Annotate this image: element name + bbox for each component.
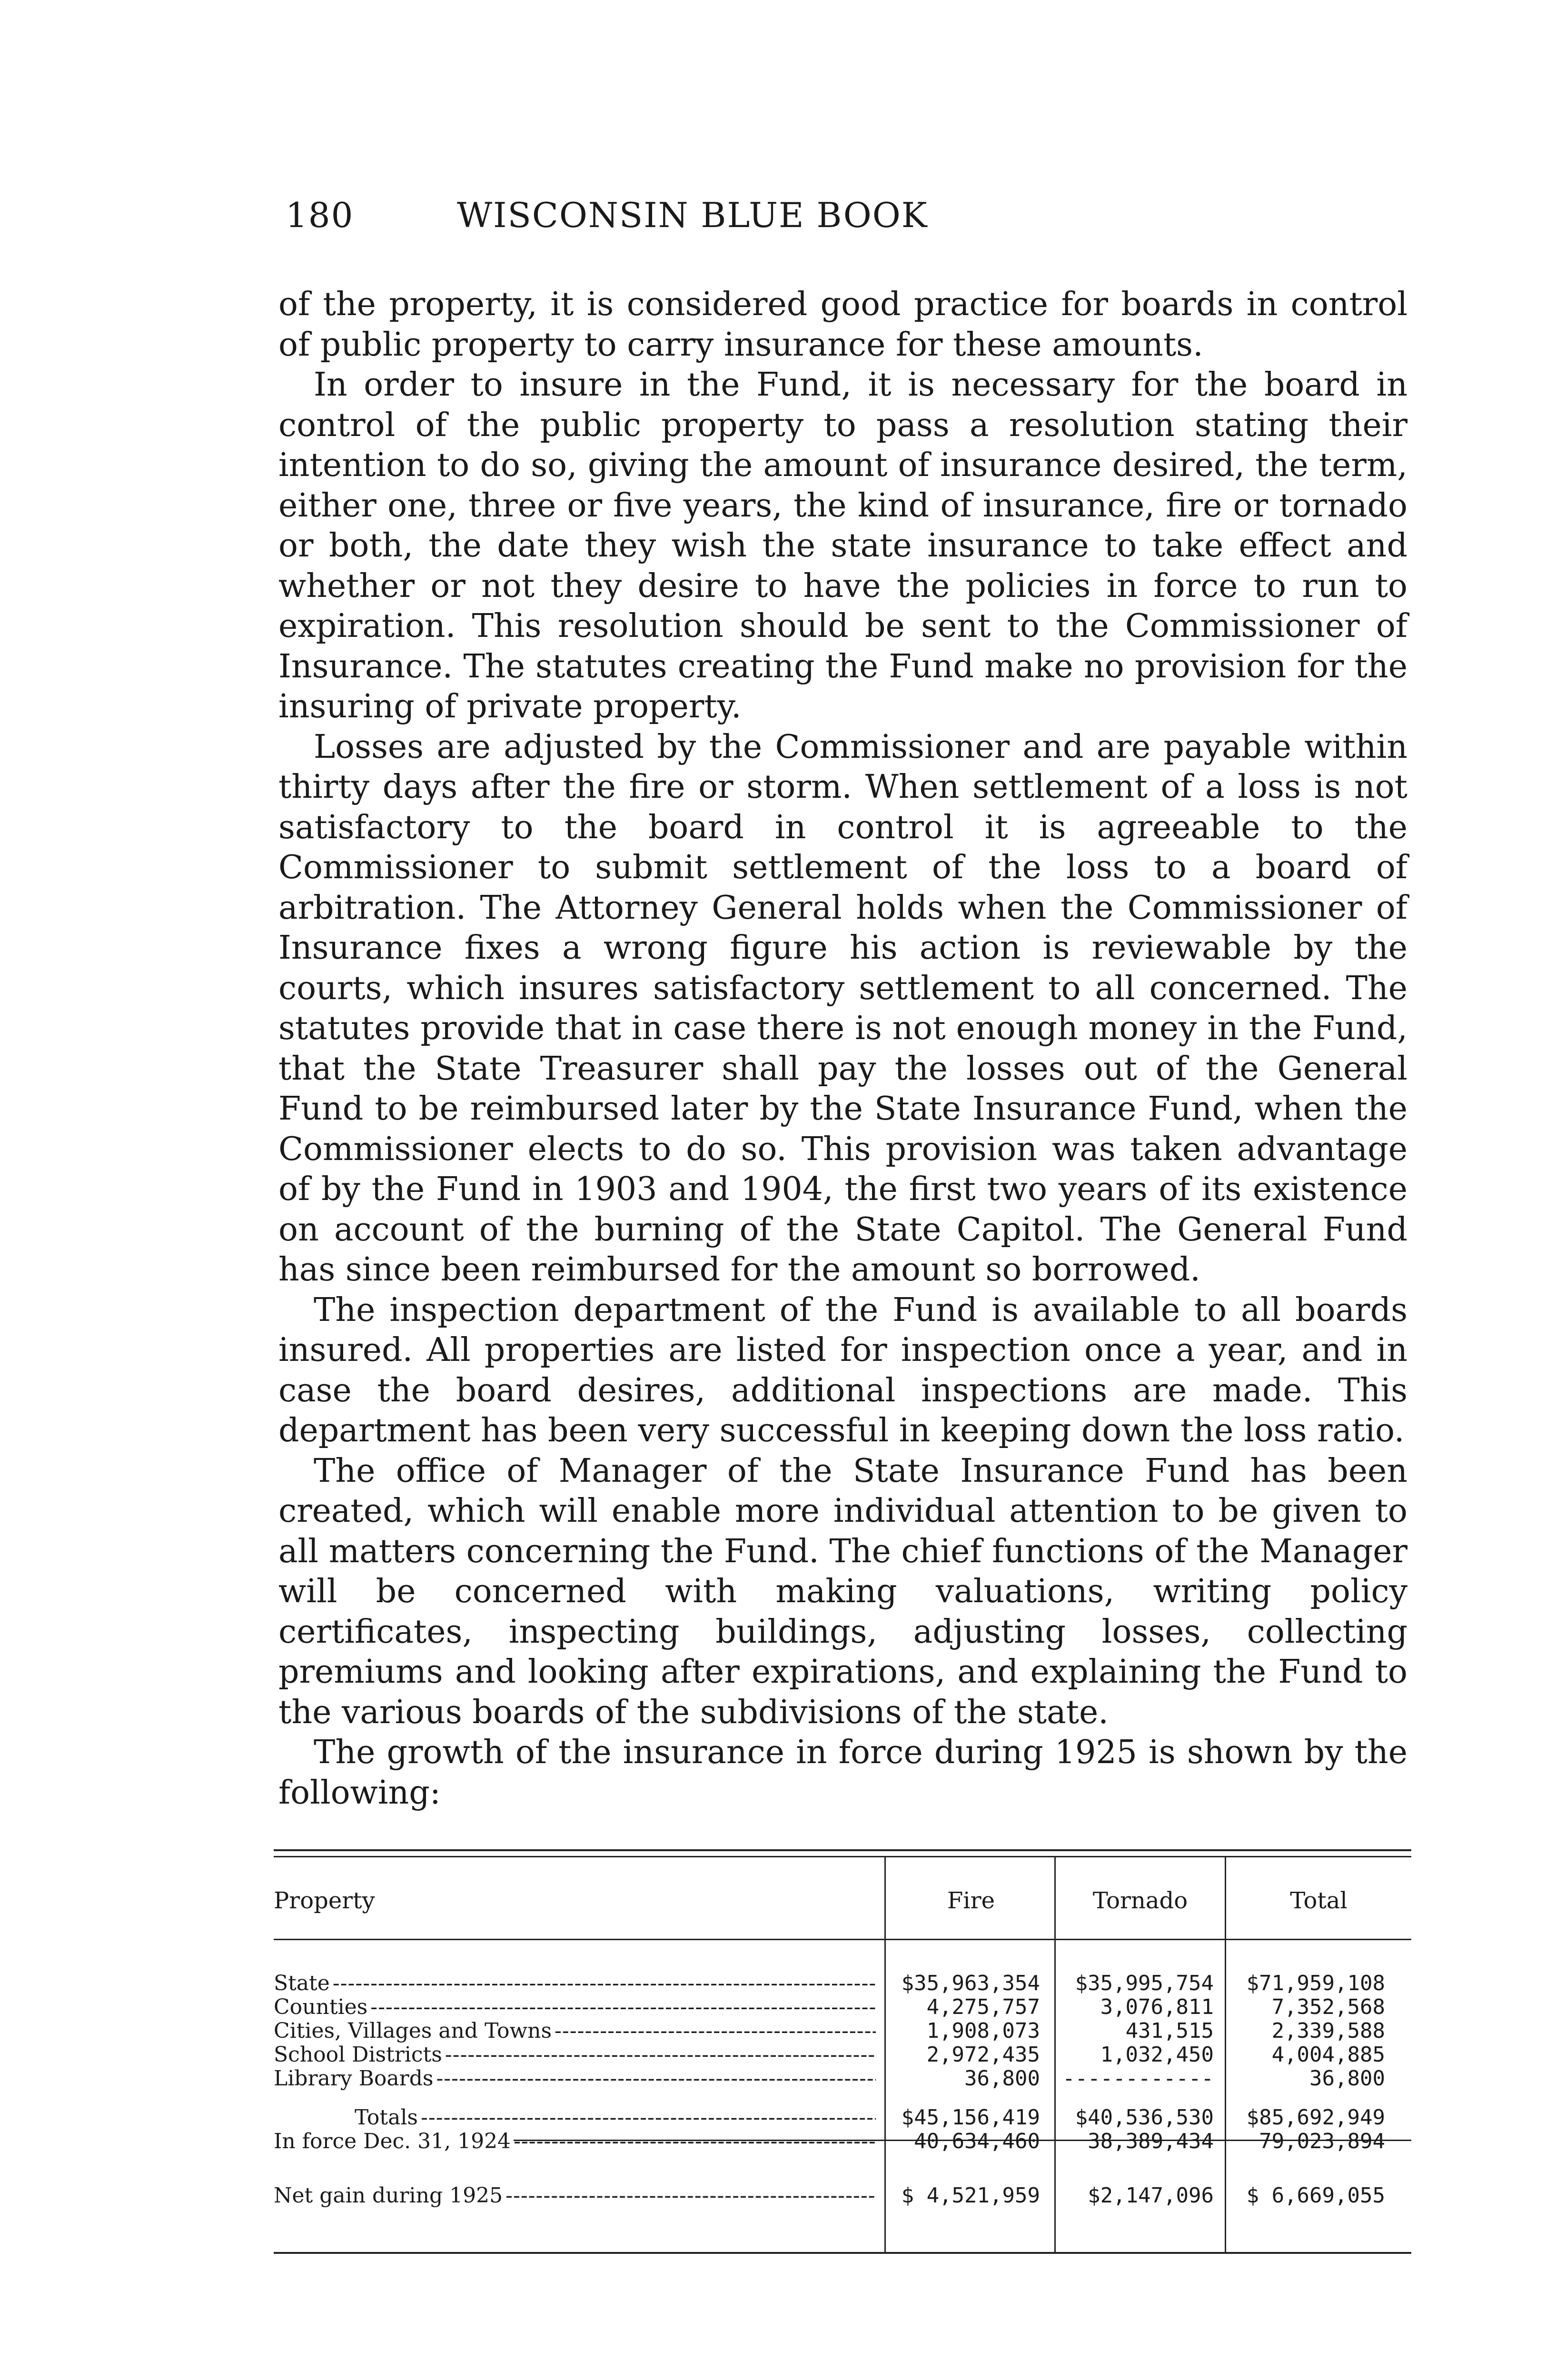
paragraph-2: In order to insure in the Fund, it is necessary for the board in control of the public property to pass a resolution stating their intention to do so, giving the amount of insurance desired, the term, either one, three or five years, the kind of insurance, fire or tornado or both, the date they wish the state insurance to take effect and whether or not they desire to have the policies in force to run to expiration. This resolution should be sent to the Commissioner of Insurance. The statutes creating the Fund make no provision for the insuring of private property. xyxy=(278,366,1407,725)
tornado-value: 1,032,450 xyxy=(1100,2043,1214,2067)
net-gain-tornado: $2,147,096 xyxy=(1088,2183,1214,2208)
header-property: Property xyxy=(274,1887,375,1914)
tornado-value: ------------ xyxy=(1062,2066,1214,2091)
header-total: Total xyxy=(1290,1887,1348,1914)
fire-value: 2,972,435 xyxy=(926,2043,1040,2067)
net-gain-label: Net gain during 1925 xyxy=(274,2184,505,2207)
paragraph-3: Losses are adjusted by the Commissioner and are payable within thirty days after the fire or storm. When settlement of a loss is not satisfactory to the board in control it is agreeable to the Commissioner to submit settlement of the loss to a board of arbitration. The Attorney General holds when the Commissioner of Insurance fixes a wrong figure his action is reviewable by the courts, which insures satisfactory settlement to all concerned. The statutes provide that in case there is not enough money in the Fund, that the State Treasurer shall pay the losses out of the General Fund to be reimbursed later by the State Insurance Fund, when the Commissioner elects to do so. This provision was taken advantage of by the Fund in 1903 and 1904, the first two years of its existence on account of the burning of the State Capitol. The General Fund has since been reimbursed for the amount so borrowed. xyxy=(278,728,1407,1289)
row-label: Cities, Villages and Towns xyxy=(274,2020,555,2043)
paragraph-4: The inspection department of the Fund is available to all boards insured. All properties are listed for inspection once a year, and in case the board desires, additional inspections are made. This department has been very successful in keeping down the loss ratio. xyxy=(278,1291,1407,1449)
table-row xyxy=(274,2043,1411,2066)
row-label: Counties xyxy=(274,1996,370,2019)
net-gain-total: $ 6,669,055 xyxy=(1246,2183,1385,2208)
table-row xyxy=(274,2067,1411,2090)
body-text xyxy=(278,285,1407,1813)
running-title: WISCONSIN BLUE BOOK xyxy=(457,195,928,235)
fire-value: $35,963,354 xyxy=(901,1971,1040,1995)
row-label: School Districts xyxy=(274,2043,445,2066)
fire-value: 4,275,757 xyxy=(926,1995,1040,2019)
totals-row xyxy=(274,2106,1411,2129)
in-force-label: In force Dec. 31, 1924 xyxy=(274,2130,514,2153)
in-force-tornado: 38,389,434 xyxy=(1088,2129,1214,2153)
paragraph-5: The office of Manager of the State Insurance Fund has been created, which will enable more individual attention to be given to all matters concerning the Fund. The chief functions of the Manager will be concerned with making valuations, writing policy certificates, inspecting buildings, adjusting losses, collecting premiums and looking after expirations, and explaining the Fund to the various boards of the subdivisions of the state. xyxy=(278,1452,1407,1731)
running-head xyxy=(276,195,1409,248)
table-bottom-rule xyxy=(274,2252,1411,2254)
totals-total: $85,692,949 xyxy=(1246,2105,1385,2130)
row-label: State xyxy=(274,1972,333,1995)
tornado-value: 431,515 xyxy=(1125,2019,1214,2043)
in-force-row xyxy=(274,2130,1411,2153)
header-bottom-rule xyxy=(274,1939,1411,1940)
table-row xyxy=(274,1972,1411,1995)
table-top-rule-2 xyxy=(274,1856,1411,1857)
tornado-value: $35,995,754 xyxy=(1075,1971,1214,1995)
total-value: 4,004,885 xyxy=(1271,2043,1385,2067)
total-value: 2,339,588 xyxy=(1271,2019,1385,2043)
in-force-fire: 40,634,460 xyxy=(914,2129,1040,2153)
header-tornado: Tornado xyxy=(1092,1887,1188,1914)
paragraph-1: of the property, it is considered good practice for boards in control of public property to carry insurance for these amounts. xyxy=(278,286,1407,364)
table-top-rule xyxy=(274,1849,1411,1851)
tornado-value: 3,076,811 xyxy=(1100,1995,1214,2019)
fire-value: 1,908,073 xyxy=(926,2019,1040,2043)
table-row xyxy=(274,2020,1411,2043)
total-value: 7,352,568 xyxy=(1271,1995,1385,2019)
paragraph-6: The growth of the insurance in force during 1925 is shown by the following: xyxy=(278,1734,1407,1812)
total-value: 36,800 xyxy=(1309,2066,1385,2091)
in-force-total: 79,023,894 xyxy=(1259,2129,1385,2153)
totals-tornado: $40,536,530 xyxy=(1075,2105,1214,2130)
totals-label: Totals xyxy=(274,2106,421,2129)
total-value: $71,959,108 xyxy=(1246,1971,1385,1995)
fire-value: 36,800 xyxy=(964,2066,1040,2091)
net-gain-fire: $ 4,521,959 xyxy=(901,2183,1040,2208)
page-number: 180 xyxy=(286,195,354,235)
insurance-table xyxy=(274,1849,1411,2259)
header-fire: Fire xyxy=(947,1887,995,1914)
totals-fire: $45,156,419 xyxy=(901,2105,1040,2130)
row-label: Library Boards xyxy=(274,2067,436,2090)
table-row xyxy=(274,1996,1411,2019)
net-gain-row xyxy=(274,2184,1411,2207)
